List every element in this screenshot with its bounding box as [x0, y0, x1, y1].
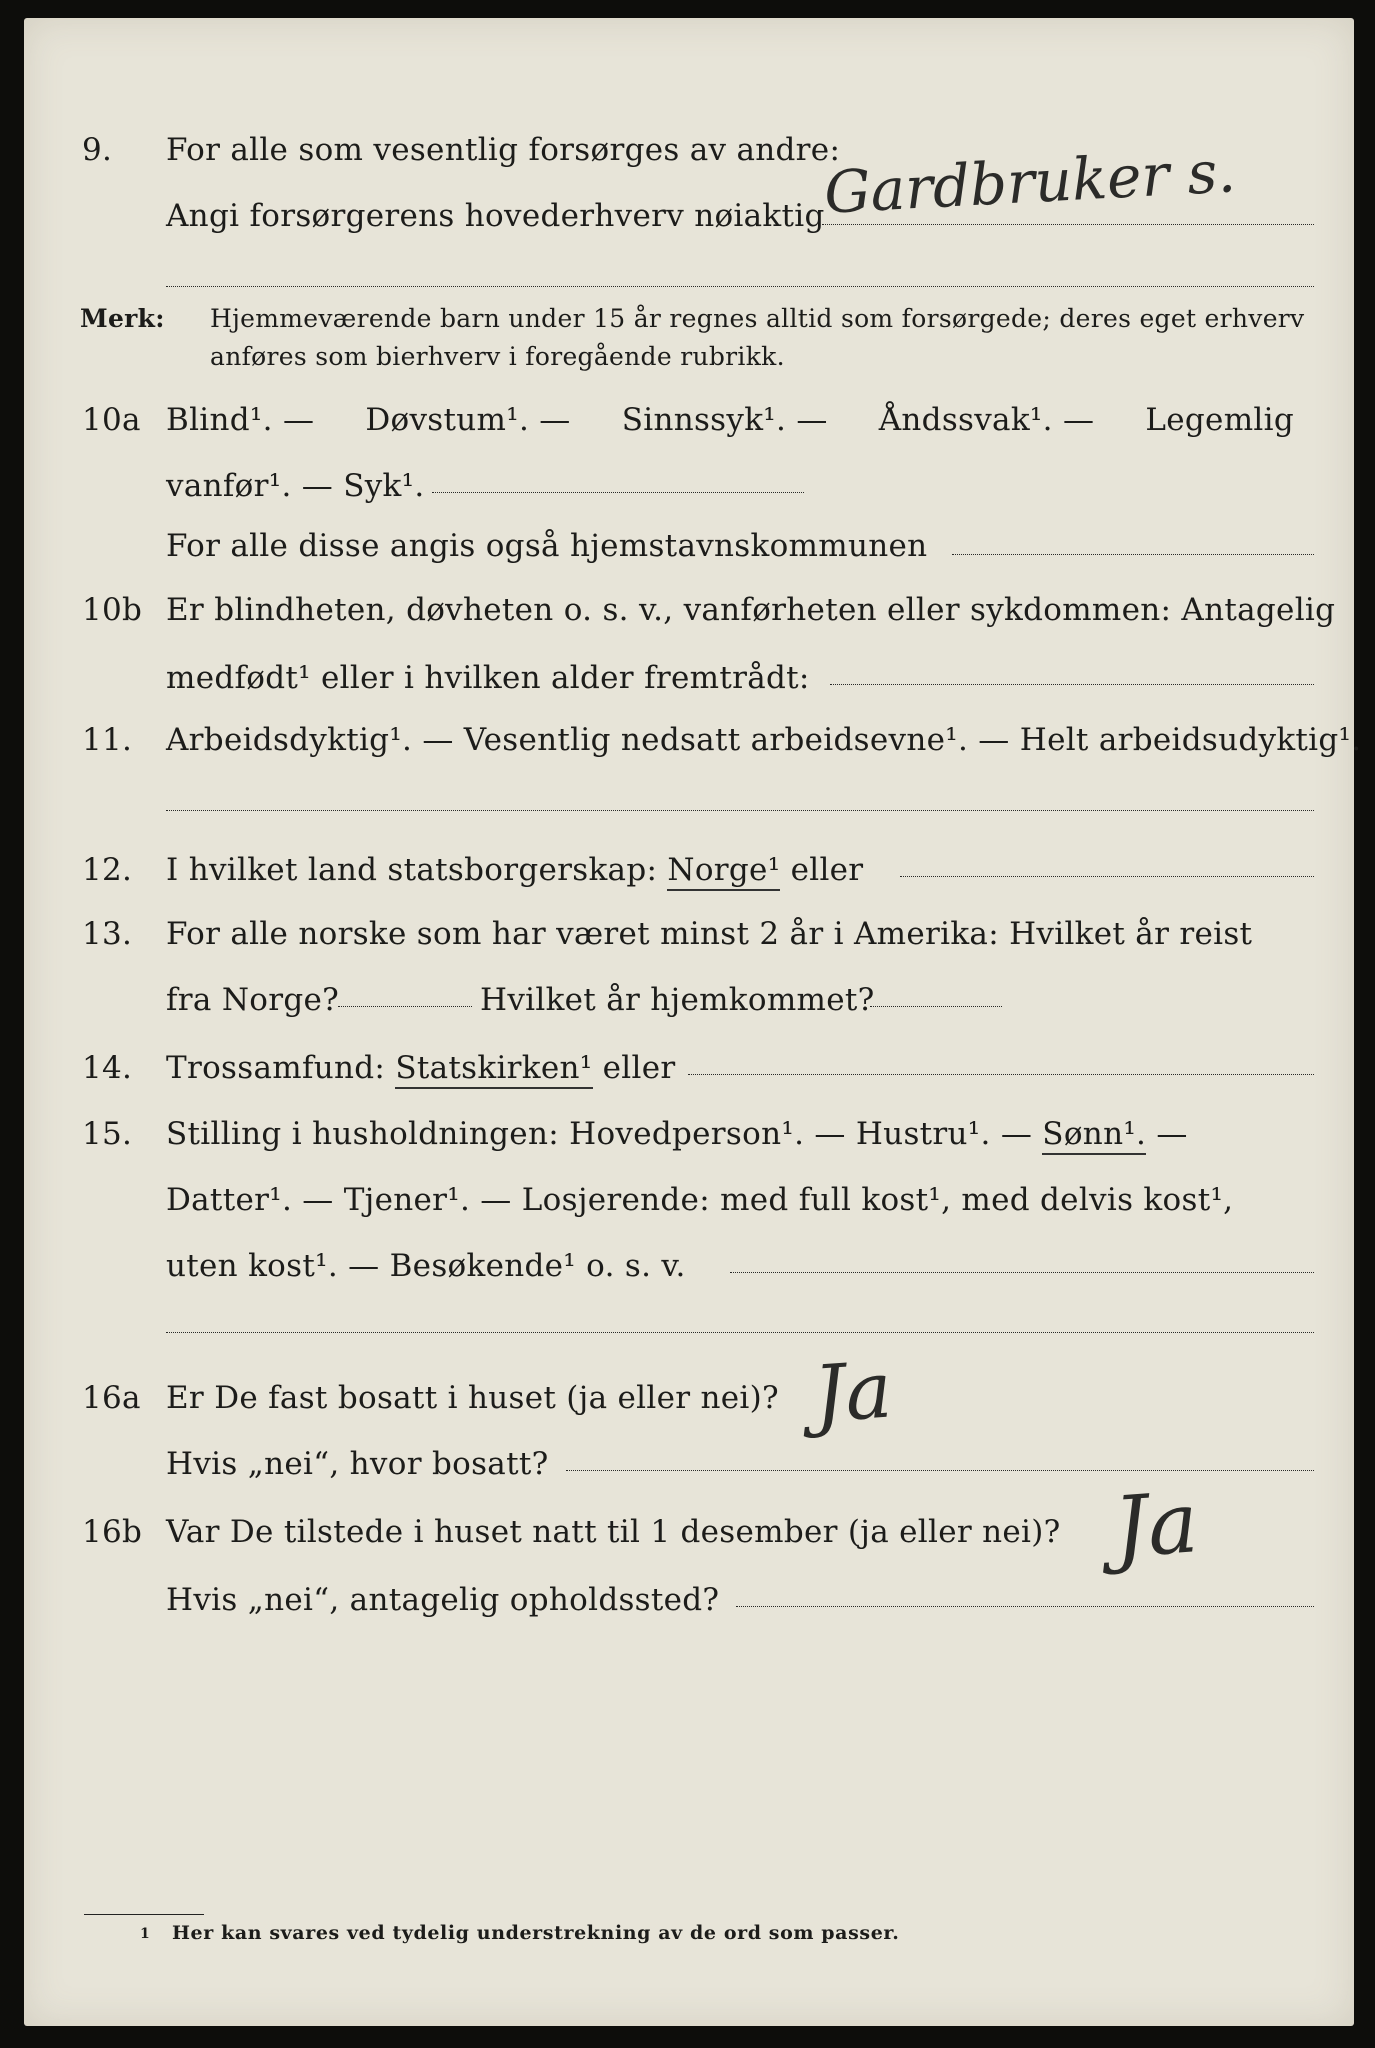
q14-text — [166, 1048, 676, 1088]
q10a-option: Døvstum¹. — — [365, 402, 571, 438]
q15-dash: — — [1156, 1116, 1188, 1152]
q15-underlined-answer: Sønn¹. — [1042, 1116, 1146, 1155]
q13-reist-line — [338, 1006, 472, 1007]
q10a-options — [166, 400, 1294, 440]
q10a-hometown-line — [952, 554, 1314, 555]
q10b-answer-line — [830, 684, 1314, 685]
q10a-option: Sinnssyk¹. — — [621, 402, 828, 438]
q16a-number: 16a — [82, 1380, 141, 1416]
separator-rule — [166, 1332, 1314, 1333]
q10a-number: 10a — [82, 402, 141, 438]
q16a-text-line1: Er De fast bosatt i huset (ja eller nei)? — [166, 1380, 779, 1416]
q10a-option: Legemlig — [1145, 402, 1294, 438]
q9-question-line2: Angi forsørgerens hovederhverv nøiaktig — [166, 198, 825, 234]
separator-rule — [166, 286, 1314, 287]
q11-number: 11. — [82, 722, 133, 758]
separator-rule — [166, 810, 1314, 811]
q14-eller: eller — [602, 1050, 676, 1086]
q12-number: 12. — [82, 852, 133, 888]
q13-text-line2a: fra Norge? — [166, 982, 340, 1018]
q13-text-line1: For alle norske som har været minst 2 år i Amerika: Hvilket år reist — [166, 916, 1253, 952]
q16b-number: 16b — [82, 1514, 143, 1550]
q16a-text-line2: Hvis „nei“, hvor bosatt? — [166, 1446, 549, 1482]
merk-text-line1: Hjemmeværende barn under 15 år regnes alltid som forsørgede; deres eget erhverv — [210, 304, 1305, 333]
q16b-handwritten-answer: Ja — [1110, 1473, 1202, 1577]
q13-hjemkommet-line — [870, 1006, 1002, 1007]
q11-text: Arbeidsdyktig¹. — Vesentlig nedsatt arbeidsevne¹. — Helt arbeidsudyktig¹. — [166, 722, 1362, 758]
q9-answer-line — [822, 224, 1314, 225]
q12-eller: eller — [790, 852, 864, 888]
q12-underlined-answer: Norge¹ — [667, 852, 780, 891]
q15-text-line3: uten kost¹. — Besøkende¹ o. s. v. — [166, 1248, 686, 1284]
q10b-text-line1: Er blindheten, døvheten o. s. v., vanførheten eller sykdommen: Antagelig — [166, 592, 1336, 628]
q12-question: I hvilket land statsborgerskap: — [166, 852, 658, 888]
q13-number: 13. — [82, 916, 133, 952]
merk-label: Merk: — [80, 304, 165, 333]
q15-number: 15. — [82, 1116, 133, 1152]
merk-text-line2: anføres som bierhverv i foregående rubrikk. — [210, 342, 785, 371]
q10a-option: Åndssvak¹. — — [878, 402, 1095, 438]
q14-question: Trossamfund: — [166, 1050, 386, 1086]
q16b-answer-line — [736, 1606, 1314, 1607]
q16a-handwritten-answer: Ja — [810, 1345, 895, 1441]
q15-roles: Stilling i husholdningen: Hovedperson¹. — Hustru¹. — — [166, 1116, 1033, 1152]
q14-answer-line — [688, 1074, 1314, 1075]
census-form-page — [24, 18, 1362, 2026]
q12-answer-line — [900, 876, 1314, 877]
q15-text-line2: Datter¹. — Tjener¹. — Losjerende: med full kost¹, med delvis kost¹, — [166, 1182, 1234, 1218]
q10b-number: 10b — [82, 592, 143, 628]
q10b-text-line2: medfødt¹ eller i hvilken alder fremtrådt: — [166, 660, 810, 696]
q9-handwritten-answer: Gardbruker s. — [822, 137, 1238, 227]
q16b-text-line2: Hvis „nei“, antagelig opholdssted? — [166, 1582, 720, 1618]
q13-text-line2b: Hvilket år hjemkommet? — [480, 982, 875, 1018]
q9-number: 9. — [82, 132, 113, 168]
q10a-text-line2: vanfør¹. — Syk¹. — [166, 468, 425, 504]
q10a-text-line3: For alle disse angis også hjemstavnskommunen — [166, 528, 928, 564]
q15-answer-line — [730, 1272, 1314, 1273]
footnote-text: Her kan svares ved tydelig understrekning av de ord som passer. — [172, 1922, 900, 1944]
q10a-option: Blind¹. — — [166, 402, 315, 438]
q14-underlined-answer: Statskirken¹ — [395, 1050, 592, 1089]
q9-question: For alle som vesentlig forsørges av andre: — [166, 132, 841, 168]
q16b-text-line1: Var De tilstede i huset natt til 1 desember (ja eller nei)? — [166, 1514, 1061, 1550]
q10a-answer-line — [432, 492, 804, 493]
q15-text-line1 — [166, 1114, 1188, 1154]
footnote-mark: 1 — [140, 1926, 151, 1942]
footnote-rule — [84, 1914, 204, 1915]
q14-number: 14. — [82, 1050, 133, 1086]
q12-text — [166, 850, 863, 890]
q16a-answer-line — [566, 1470, 1314, 1471]
